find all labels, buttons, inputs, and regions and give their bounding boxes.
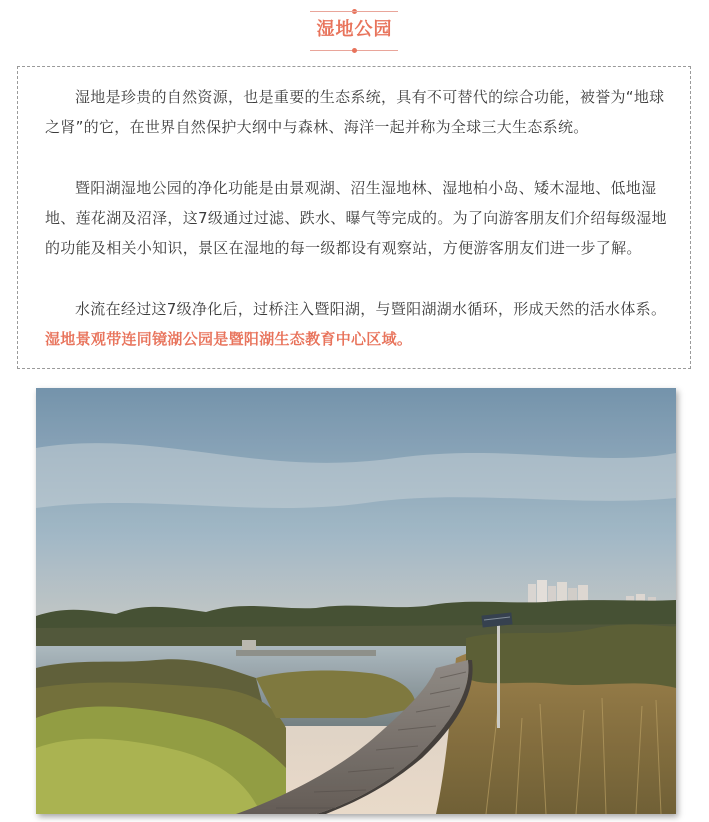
title-bottom-dot bbox=[352, 48, 357, 53]
section-title: 湿地公园 bbox=[316, 19, 393, 40]
paragraph-3 bbox=[45, 294, 677, 354]
section-title-block bbox=[0, 0, 709, 60]
highlight-text: 湿地景观带连同镜湖公园是暨阳湖生态教育中心区域。 bbox=[45, 330, 413, 348]
wetland-photo bbox=[36, 388, 676, 814]
title-top-rule bbox=[310, 11, 398, 12]
paragraph-3-text: 水流在经过这7级净化后，过桥注入暨阳湖，与暨阳湖湖水循环，形成天然的活水体系。 bbox=[75, 300, 667, 318]
paragraph-2: 暨阳湖湿地公园的净化功能是由景观湖、沼生湿地林、湿地柏小岛、矮木湿地、低地湿地、莲花湖及沼泽，这7级通过过滤、跌水、曝气等完成的。为了向游客朋友们介绍每级湿地的功能及相关小知识，景区在湿地的每一级都设有观察站，方便游客朋友们进一步了解。 bbox=[45, 179, 667, 257]
paragraph-1: 湿地是珍贵的自然资源，也是重要的生态系统，具有不可替代的综合功能，被誉为“地球之肾”的它，在世界自然保护大纲中与森林、海洋一起并称为全球三大生态系统。 bbox=[45, 88, 665, 136]
